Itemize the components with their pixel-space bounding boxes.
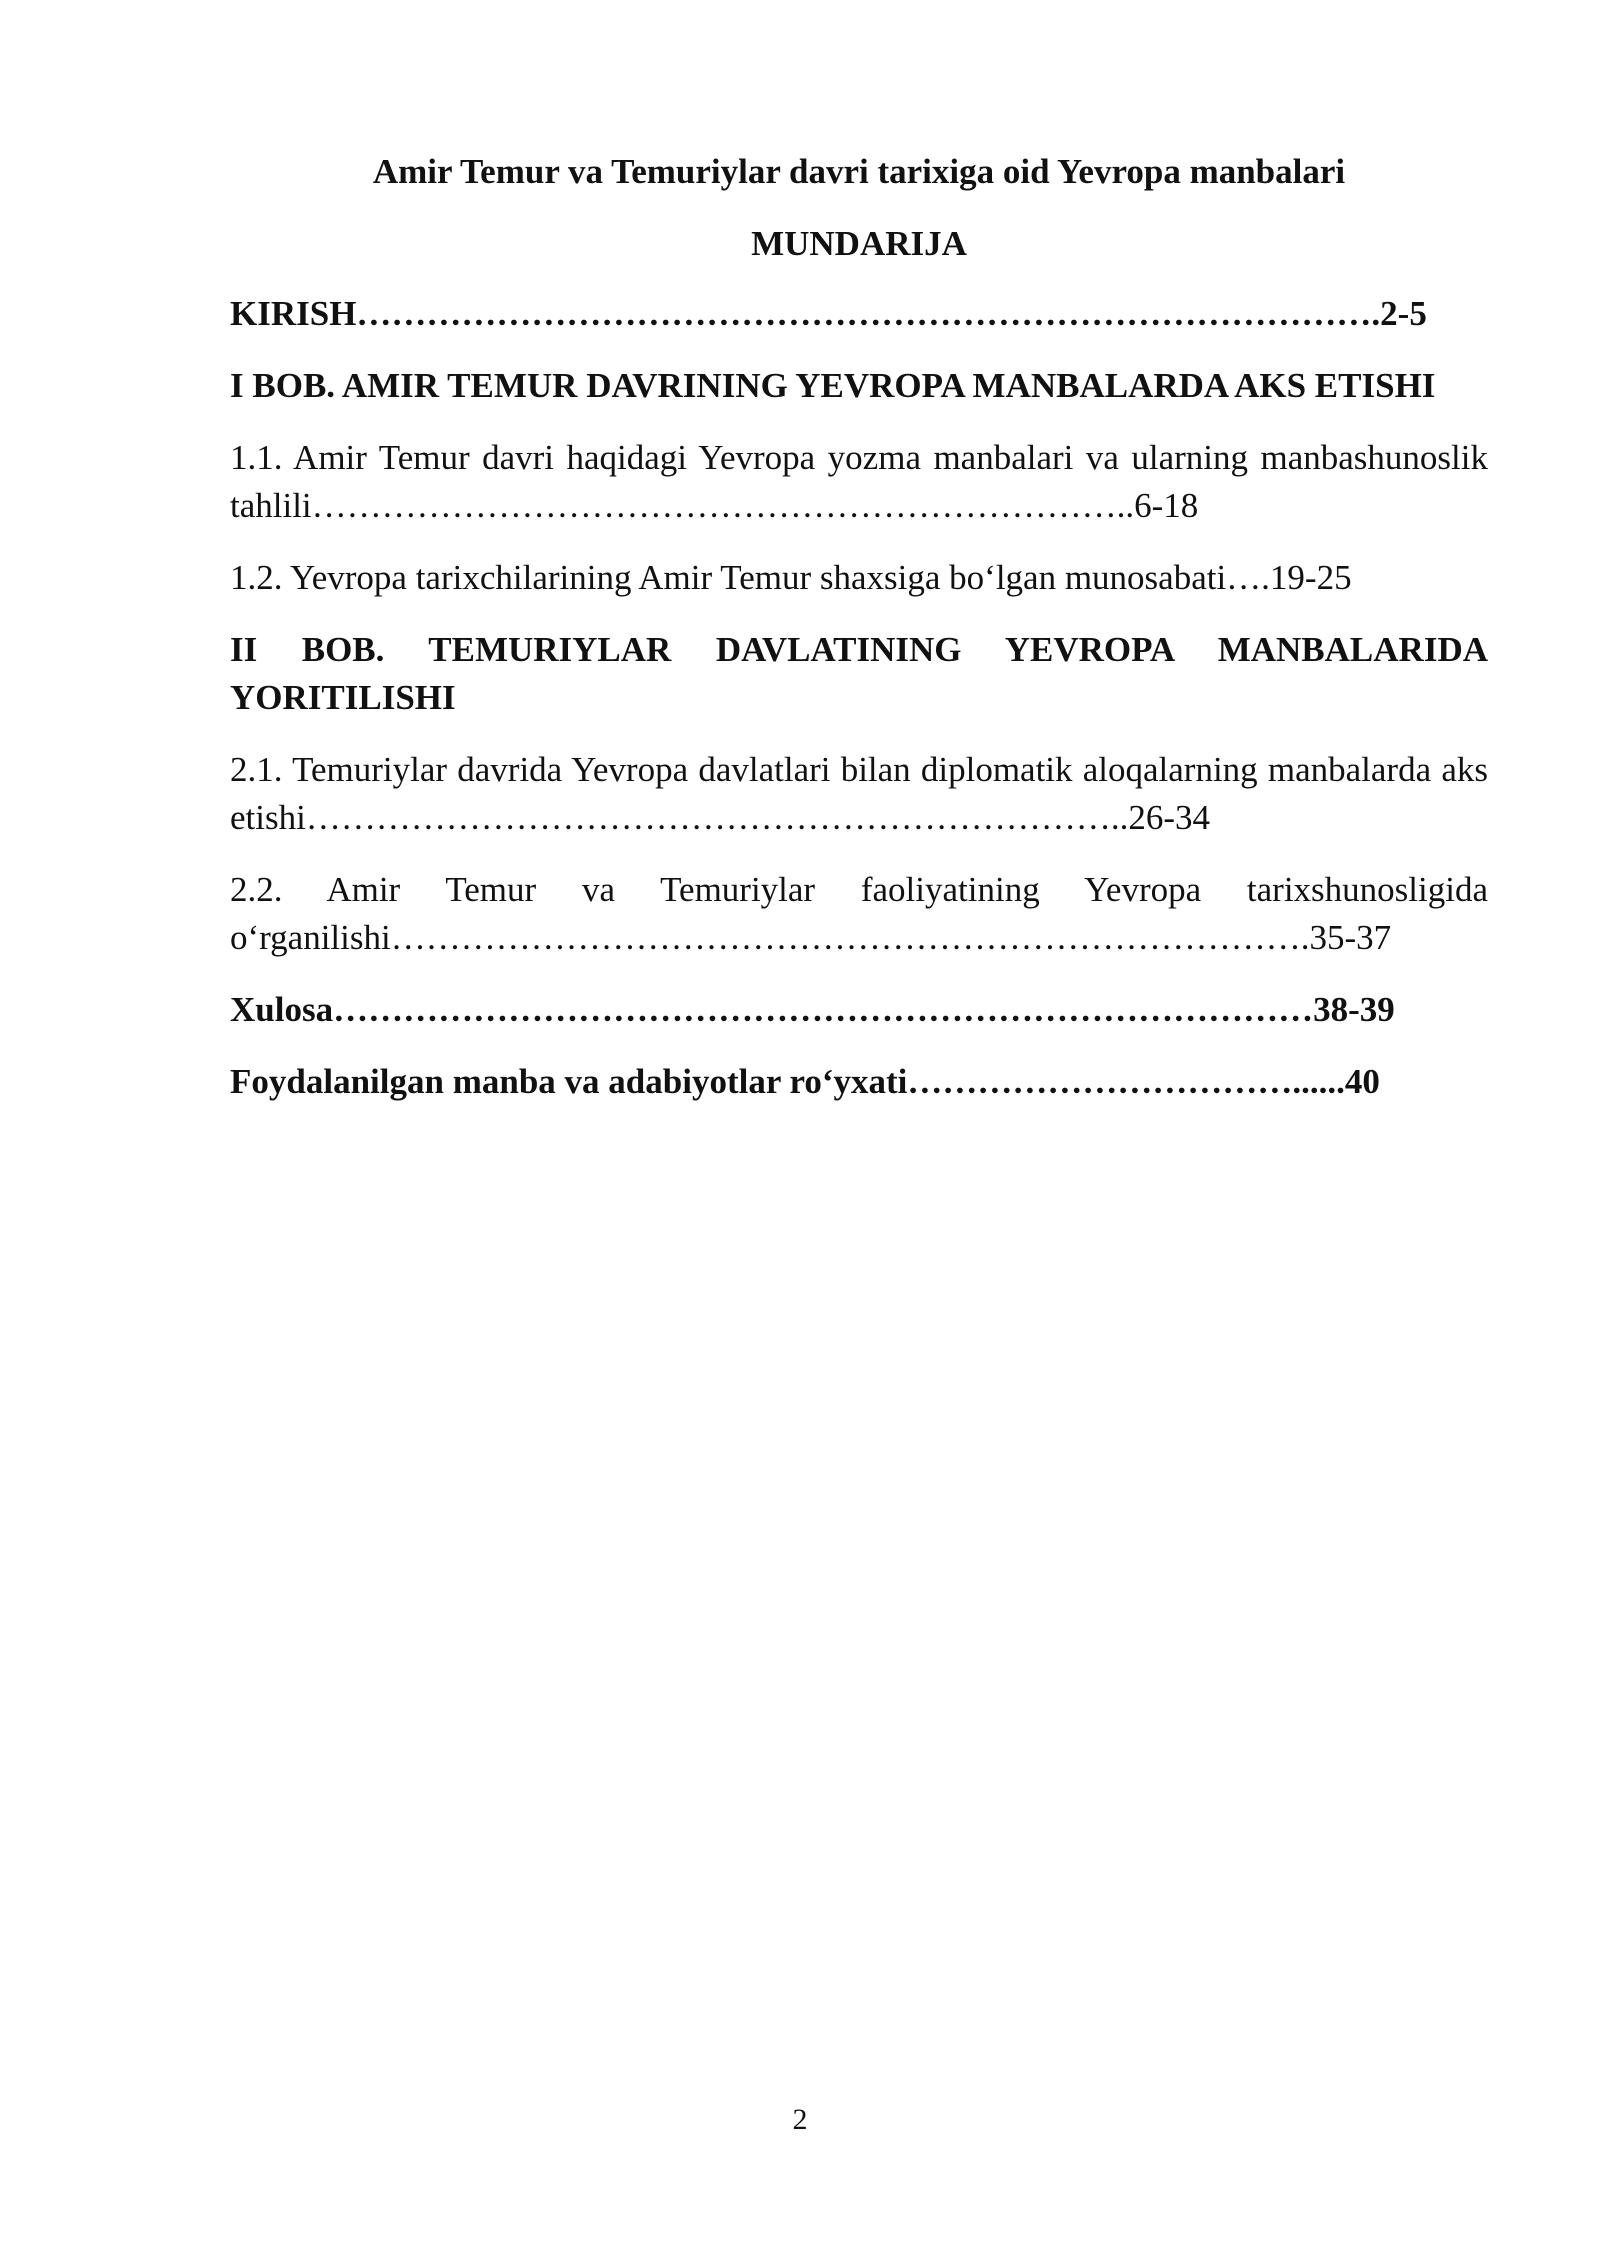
toc-entry-text: 1.2. Yevropa tarixchilarining Amir Temur shaxsiga bo‘lgan munosabati….19-25: [230, 558, 1352, 597]
toc-entry-section-2-1: 2.1. Temuriylar davrida Yevropa davlatlari bilan diplomatik aloqalarning manbalarda aks etishi……………………………………………………………..26-34: [230, 750, 1488, 837]
toc-entry-introduction: [230, 290, 1488, 338]
table-of-contents-heading: MUNDARIJA: [751, 224, 967, 263]
toc-entry-text: Xulosa…………………………………………………………………………38-39: [230, 990, 1395, 1029]
toc-entry-section-1-1: 1.1. Amir Temur davri haqidagi Yevropa yozma manbalari va ularning manbashunoslik tahlili……………………………………………………………..6-18: [230, 438, 1488, 525]
toc-entry-chapter-1: I BOB. AMIR TEMUR DAVRINING YEVROPA MANBALARDA AKS ETISHI: [230, 366, 1436, 405]
toc-entry-section-1-2: [230, 554, 1488, 602]
toc-entry-chapter-2: II BOB. TEMURIYLAR DAVLATINING YEVROPA MANBALARIDA YORITILISHI: [230, 630, 1488, 717]
page-number: 2: [792, 2103, 808, 2136]
toc-entry-text: Foydalanilgan manba va adabiyotlar ro‘yxati……………………………......40: [230, 1062, 1380, 1101]
toc-entry-conclusion: [230, 986, 1488, 1034]
toc-entry-text: KIRISH…………………………………………………………………………….2-5: [230, 294, 1427, 333]
toc-entry-references: [230, 1058, 1488, 1106]
toc-entry-section-2-2: 2.2. Amir Temur va Temuriylar faoliyatining Yevropa tarixshunosligida o‘rganilishi…………………………………………………………………….35-37: [230, 870, 1488, 957]
document-body: [230, 148, 1488, 1130]
document-title: Amir Temur va Temuriylar davri tarixiga oid Yevropa manbalari: [372, 152, 1346, 191]
